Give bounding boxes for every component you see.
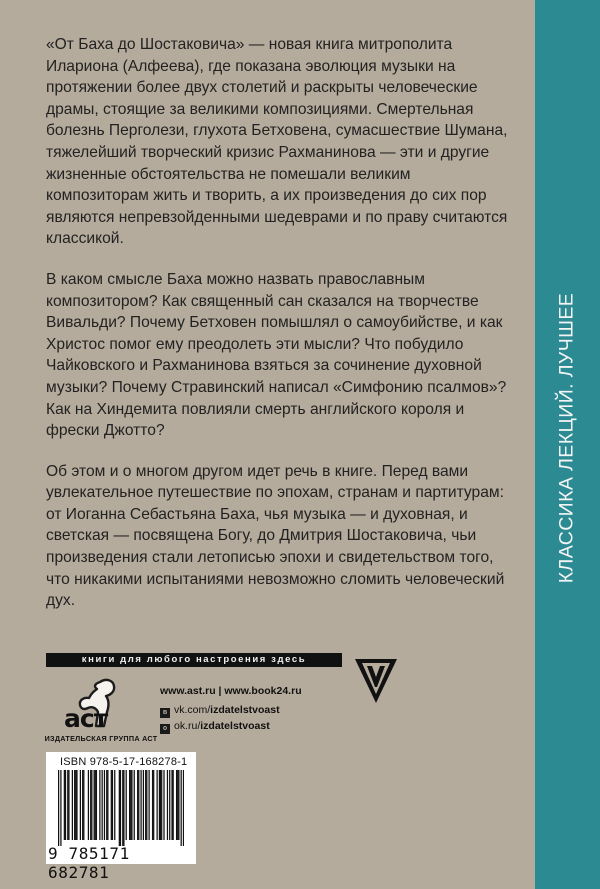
- barcode-bar: [131, 770, 132, 840]
- barcode-bar: [90, 770, 91, 840]
- barcode-bar: [102, 770, 103, 840]
- barcode-bar: [137, 770, 138, 840]
- barcode-bar: [181, 770, 182, 846]
- barcode-bar: [106, 770, 107, 840]
- barcode-bar: [76, 770, 77, 840]
- barcode-bar: [68, 770, 69, 840]
- barcode-bar: [177, 770, 178, 840]
- barcode-bar: [176, 770, 177, 840]
- barcode-bar: [120, 770, 121, 846]
- barcode-bar: [143, 770, 144, 840]
- barcode-bar: [58, 770, 59, 846]
- barcode-bar: [161, 770, 162, 840]
- barcode-bar: [171, 770, 172, 840]
- barcode-bar: [67, 770, 68, 840]
- v-triangle-logo: [353, 656, 399, 706]
- barcode-bar: [153, 770, 154, 840]
- barcode-bar: [119, 770, 120, 846]
- publisher-links: [160, 683, 302, 734]
- barcode-bar: [178, 770, 179, 840]
- barcode-bar: [122, 770, 123, 846]
- annotation-paragraph-2: В каком смысле Баха можно назвать православным композитором? Как священный сан сказался на творчестве Вивальди? Почему Бетховен помышлял о самоубийстве, и как Христос помог ему преодолеть эти мысли? Что побудило Чайковского и Рахманинова взяться за сочинение духовной музыки? Почему Стравинский написал «Симфонию псалмов»? Как на Хиндемита повлияли смерть английского короля и фрески Джотто?: [46, 270, 507, 440]
- barcode-bar: [157, 770, 158, 840]
- barcode-bar: [163, 770, 164, 840]
- barcode-bar: [60, 770, 61, 846]
- annotation-paragraph-1: «От Баха до Шостаковича» — новая книга митрополита Илариона (Алфеева), где показана эволюция музыки на протяжении более двух столетий и раскрыты человеческие драмы, стоящие за великими композициями. Смертельная болезнь Перголези, глухота Бетховена, сумасшествие Шумана, тяжелейший творческий кризис Рахманинова — эти и другие жизненные обстоятельства не помешали великим композиторам жить и творить, а их произведения до сих пор являются непревзойденными шедеврами и по праву считаются классикой.: [46, 36, 508, 248]
- series-title-text: КЛАССИКА ЛЕКЦИЙ. ЛУЧШЕЕ: [555, 292, 578, 583]
- series-title: [545, 20, 589, 855]
- barcode-bar: [159, 770, 160, 840]
- barcode-bar: [129, 770, 130, 840]
- ok-link-handle: izdatelstvoast: [200, 720, 270, 732]
- barcode-bar: [91, 770, 92, 840]
- ok-link-prefix: ok.ru/: [174, 720, 201, 732]
- barcode-bar: [74, 770, 75, 840]
- barcode-bar: [123, 770, 124, 846]
- barcode-bar: [95, 770, 96, 840]
- barcode-bar: [111, 770, 112, 840]
- barcode-bar: [99, 770, 100, 840]
- barcode-bar: [145, 770, 146, 840]
- isbn-barcode: [46, 752, 196, 882]
- barcode-bar: [80, 770, 81, 840]
- barcode-bar: [138, 770, 139, 840]
- barcode-bar: [152, 770, 153, 840]
- barcode-bar: [88, 770, 89, 840]
- annotation-text: [46, 34, 516, 631]
- barcode-bar: [140, 770, 141, 840]
- barcode-bar: [94, 770, 95, 840]
- barcode-bar: [173, 770, 174, 840]
- slogan-bar: книги для любого настроения здесь: [46, 653, 342, 667]
- ok-link[interactable]: [160, 718, 302, 734]
- barcode-bar: [107, 770, 108, 840]
- barcode-bar: [83, 770, 84, 840]
- barcode-bar: [146, 770, 147, 840]
- barcode-bar: [65, 770, 66, 840]
- barcode-bar: [96, 770, 97, 840]
- website-link[interactable]: www.ast.ru | www.book24.ru: [160, 685, 302, 697]
- barcode-bar: [130, 770, 131, 840]
- barcode-bar: [183, 770, 184, 846]
- barcode-bar: [160, 770, 161, 840]
- barcode-bar: [114, 770, 115, 840]
- vk-icon: в: [160, 708, 170, 718]
- publisher-name: ИЗДАТЕЛЬСКАЯ ГРУППА АСТ: [44, 734, 158, 743]
- barcode-bar: [134, 770, 135, 840]
- barcode-bar: [148, 770, 149, 840]
- barcode-bar: [82, 770, 83, 840]
- vk-link-handle: izdatelstvoast: [210, 704, 280, 716]
- barcode-bar: [112, 770, 113, 840]
- ok-icon: о: [160, 724, 170, 734]
- annotation-paragraph-3: Об этом и о многом другом идет речь в книге. Перед вами увлекательное путешествие по эпохам, странам и партитурам: от Иоганна Себастьяна Баха, чья музыка — и духовная, и светская — посвящена Богу, до Дмитрия Шостаковича, чьи произведения стали летописью эпохи и свидетельством того, что никакими испытаниями невозможно сломить человеческий дух.: [46, 462, 505, 610]
- isbn-label: ISBN 978-5-17-168278-1: [60, 756, 188, 768]
- barcode-bar: [75, 770, 76, 840]
- ast-logo-text: аст: [64, 704, 108, 733]
- barcode-bar: [64, 770, 65, 840]
- barcode-digits: 9 785171 682781: [48, 844, 130, 882]
- vk-link-prefix: vk.com/: [174, 704, 211, 716]
- vk-link[interactable]: [160, 702, 302, 718]
- barcode-bar: [167, 770, 168, 840]
- barcode-bar: [169, 770, 170, 840]
- barcode-bar: [126, 770, 127, 840]
- barcode-bar: [72, 770, 73, 840]
- barcode-bar: [104, 770, 105, 840]
- barcode-bars: [58, 770, 184, 846]
